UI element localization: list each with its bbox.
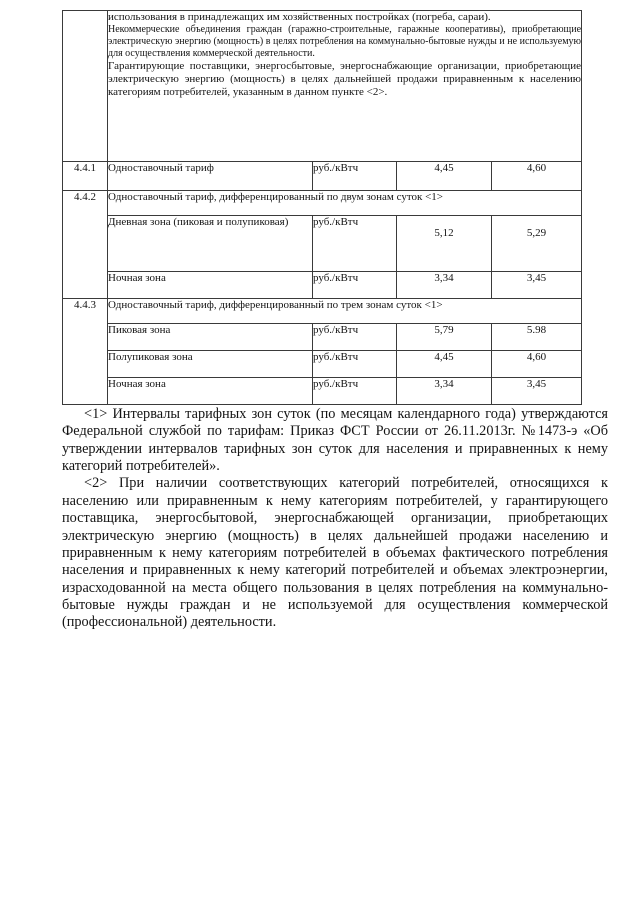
footnotes [62, 406, 608, 632]
table-row [63, 216, 582, 272]
value-cell-2: 3,45 [492, 378, 582, 405]
zone-name: Дневная зона (пиковая и полупиковая) [108, 216, 313, 272]
unit-cell: руб./кВтч [313, 162, 397, 191]
row-number: 4.4.2 [63, 191, 108, 299]
table-row [63, 351, 582, 378]
unit-cell: руб./кВтч [313, 351, 397, 378]
table-row [63, 162, 582, 191]
number-cell-empty [63, 11, 108, 162]
value-cell-1: 4,45 [397, 162, 492, 191]
tariff-group-title: Одноставочный тариф, дифференцированный по трем зонам суток <1> [108, 299, 582, 324]
row-number: 4.4.1 [63, 162, 108, 191]
zone-name: Ночная зона [108, 378, 313, 405]
description-paragraph-3: Гарантирующие поставщики, энергосбытовые, энергоснабжающие организации, приобретающие электрическую энергию (мощность) в целях дальнейшей продажи приравненным к населению категориям потребителей, указанным в данном пункте <2>. [108, 60, 582, 99]
unit-cell: руб./кВтч [313, 216, 397, 272]
description-paragraph-2: Некоммерческие объединения граждан (гаражно-строительные, гаражные кооперативы), приобретающие электрическую энергию (мощность) в целях потребления на коммунально-бытовые нужды и не используемую для осуществления коммерческой деятельности. [108, 23, 582, 60]
table-row [63, 378, 582, 405]
value-cell-2: 4,60 [492, 162, 582, 191]
table-row-group-header [63, 191, 582, 216]
table-row [63, 324, 582, 351]
table-row-category-description [63, 11, 582, 162]
tariff-group-title: Одноставочный тариф, дифференцированный по двум зонам суток <1> [108, 191, 582, 216]
description-paragraph-1: использования в принадлежащих им хозяйственных постройках (погреба, сараи). [108, 11, 491, 23]
footnote-1: <1> Интервалы тарифных зон суток (по месяцам календарного года) утверждаются Федеральной службой по тарифам: Приказ ФСТ России от 26.11.2013г. №1473-э «Об утверждении интервалов тарифных зон суток для населения и приравненных к нему категорий потребителей». [62, 406, 608, 475]
value-cell-2: 3,45 [492, 272, 582, 299]
value-cell-2: 5,29 [492, 216, 582, 272]
value-cell-1: 3,34 [397, 272, 492, 299]
value-cell-2: 5.98 [492, 324, 582, 351]
zone-name: Ночная зона [108, 272, 313, 299]
value-cell-2: 4,60 [492, 351, 582, 378]
zone-name: Полупиковая зона [108, 351, 313, 378]
tariff-table [62, 10, 582, 405]
value-cell-1: 4,45 [397, 351, 492, 378]
table-row [63, 272, 582, 299]
value-cell-1: 5,79 [397, 324, 492, 351]
table-row-group-header [63, 299, 582, 324]
zone-name: Пиковая зона [108, 324, 313, 351]
unit-cell: руб./кВтч [313, 324, 397, 351]
tariff-name: Одноставочный тариф [108, 162, 313, 191]
value-cell-1: 3,34 [397, 378, 492, 405]
unit-cell: руб./кВтч [313, 378, 397, 405]
footnote-2: <2> При наличии соответствующих категорий потребителей, относящихся к населению или приравненным к нему категориям потребителей, у гарантирующего поставщика, энергосбытовой, энергоснабжающей организации, приобретающих электрическую энергию (мощность) в целях дальнейшей продажи населению и приравненным к нему категориям потребителей в объемах фактического потребления населения и приравненных к нему категорий потребителей и объемах электроэнергии, израсходованной на места общего пользования в целях потребления на коммунально-бытовые нужды граждан и не используемой для осуществления коммерческой (профессиональной) деятельности. [62, 475, 608, 631]
unit-cell: руб./кВтч [313, 272, 397, 299]
category-description-cell [108, 11, 582, 162]
row-number: 4.4.3 [63, 299, 108, 405]
value-cell-1: 5,12 [397, 216, 492, 272]
